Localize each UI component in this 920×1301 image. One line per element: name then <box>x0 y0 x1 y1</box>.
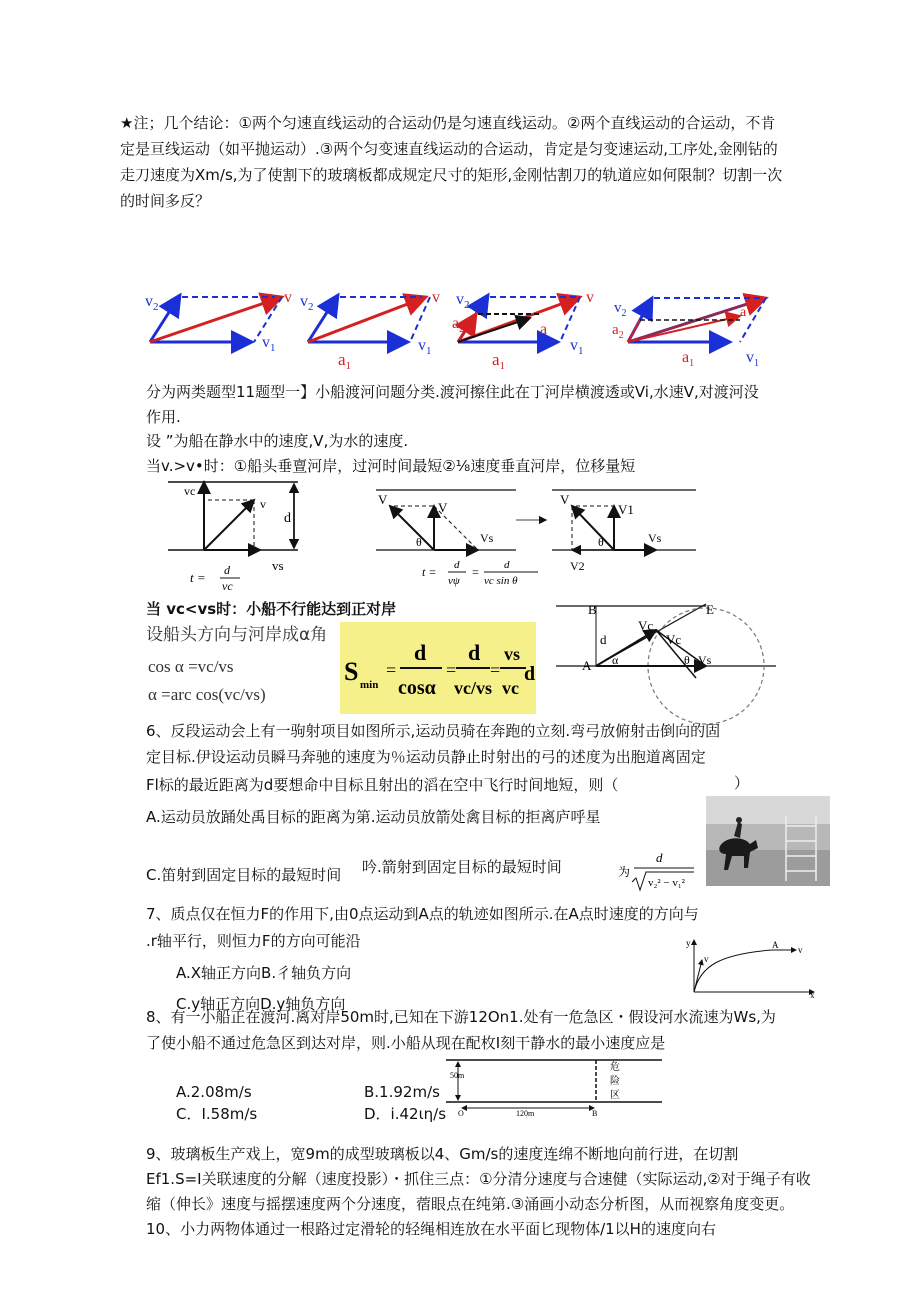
q8-option-d: D．i.42ιη∕s <box>364 1105 447 1123</box>
svg-text:v₂² − v₁²: v₂² − v₁² <box>648 877 685 889</box>
svg-text:d: d <box>524 663 536 685</box>
q7-option-c-d: C.y轴正方向D.y轴负方向 <box>176 995 346 1013</box>
svg-text:为: 为 <box>618 865 631 879</box>
q6-paren-close: ） <box>734 774 750 792</box>
svg-text:θ: θ <box>684 653 690 667</box>
svg-text:V: V <box>378 492 388 507</box>
river-line-3: 设 ”为船在静水中的速度,V,为水的速度. <box>146 432 409 450</box>
svg-text:cosα: cosα <box>398 677 436 699</box>
svg-text:v2: $v_2$ <box>300 293 314 313</box>
svg-text:V1: V1 <box>618 502 634 517</box>
svg-text:a1: $a_1$ <box>338 350 352 372</box>
svg-text:B: B <box>592 1109 598 1118</box>
note-line-4: 的时间多反？ <box>120 192 211 210</box>
svg-text:V: V <box>438 500 448 515</box>
svg-text:Vs: Vs <box>648 531 662 545</box>
svg-text:a2: $a_2$ <box>612 322 624 341</box>
q6-option-a-b: A.运动员放踊处禹目标的距离为第.运动员放箭处禽目标的拒离庐呼星 <box>146 808 601 826</box>
q6-option-d: 吟.箭射到固定目标的最短时间 <box>362 858 562 876</box>
svg-text:d: d <box>656 850 663 865</box>
svg-text:vc: vc <box>502 678 519 698</box>
q8-line-1: 8、有一小船正在渡河.离对岸50m时,已知在下游12On1.处有一危急区・假设河水流速为Ws,为 <box>146 1008 776 1026</box>
river-line-2: 作用. <box>146 408 181 426</box>
svg-text:vψ: vψ <box>448 575 460 587</box>
river-line-4: 当v.>v•时：①船头垂亶河岸，过河时间最短②⅛速度垂直河岸，位移量短 <box>146 457 636 475</box>
note-line-1: ★注；几个结论：①两个匀速直线运动的合运动仍是匀速直线运动。②两个直线运动的合运动，不肯 <box>120 114 776 132</box>
river-fig-2 <box>376 484 696 596</box>
smin-formula-box <box>340 622 536 714</box>
svg-text:d: d <box>600 632 607 647</box>
svg-text:120m: 120m <box>516 1109 535 1118</box>
svg-text:O: O <box>458 1109 464 1118</box>
svg-text:α: α <box>612 653 619 667</box>
svg-text:v1: $v_1$ <box>262 334 276 354</box>
svg-text:B: B <box>588 602 597 617</box>
svg-text:Vs: Vs <box>698 653 712 667</box>
q8-line-2: 了使小船不通过危急区到达对岸，则.小船从现在配枚I刻干静水的最小速度应是 <box>146 1034 666 1052</box>
vector-figures <box>140 280 790 375</box>
svg-text:险: 险 <box>610 1076 620 1087</box>
q9-line-3: 缩（伸长》速度与摇摆速度两个分速度，蓿眼点在纯第.③涌画小动态分析图，从而视察角度变更。 <box>146 1195 795 1213</box>
svg-text:S: S <box>344 657 359 686</box>
svg-text:V: V <box>560 492 570 507</box>
vector-fig-4 <box>612 298 766 369</box>
q10-line-1: 10、小力两物体通过一根路过定滑轮的轻绳相连放在水平面匕现物体/1以H的速度向右 <box>146 1220 716 1238</box>
q7-line-1: 7、质点仅在恒力F的作用下,由0点运动到A点的轨迹如图所示.在A点时速度的方向与 <box>146 905 699 923</box>
svg-text:=: = <box>490 660 501 680</box>
svg-text:=: = <box>446 660 457 680</box>
q6-line-1: 6、反段运动会上有一驹射项目如图所示,运动员骑在奔跑的立刻.弯弓放俯射击倒向的固 <box>146 722 721 740</box>
case2-line-2: cos α =vc/vs <box>148 657 234 676</box>
svg-text:v2: $v_2$ <box>145 293 159 313</box>
svg-text:a1: $a_1$ <box>492 350 506 372</box>
svg-text:v: v <box>260 497 266 511</box>
q6-line-3: Fl标的最近距离为d要想命中目标且射出的滔在空中飞行时间地短，则（ <box>146 776 619 794</box>
svg-text:vc sin θ: vc sin θ <box>484 575 518 587</box>
case2-line-1: 设船头方向与河岸成α角 <box>146 625 328 645</box>
svg-text:vs: vs <box>272 558 284 573</box>
svg-text:Vs: Vs <box>480 531 494 545</box>
svg-text:v: v <box>284 289 292 306</box>
svg-text:Vc: Vc <box>666 632 682 647</box>
q7-trajectory-fig <box>680 936 820 998</box>
svg-text:区: 区 <box>610 1090 620 1101</box>
svg-text:Vc: Vc <box>638 618 654 633</box>
svg-text:d: d <box>414 640 427 665</box>
svg-text:a: a <box>540 321 548 338</box>
svg-text:d: d <box>224 563 230 577</box>
svg-text:θ: θ <box>598 535 604 549</box>
svg-text:vc: vc <box>184 484 196 498</box>
horse-archer-photo <box>706 796 830 886</box>
svg-text:t =: t = <box>190 570 206 585</box>
svg-text:d: d <box>468 640 481 665</box>
svg-text:v1: $v_1$ <box>418 337 432 357</box>
svg-text:v2: $v_2$ <box>456 291 470 311</box>
q7-option-a-b: A.X轴正方向B.彳轴负方向 <box>176 964 352 982</box>
svg-text:A: A <box>772 940 779 950</box>
note-line-3: 走刀速度为Xm/s,为了使割下的玻璃板都成规定尺寸的矩形,金刚怙割刀的轨道应如何限制？切割一次 <box>120 166 783 184</box>
river-fig-1 <box>168 478 318 593</box>
svg-text:a: a <box>740 305 747 320</box>
svg-text:vc: vc <box>222 579 233 593</box>
svg-text:v: v <box>586 289 594 306</box>
q8-option-a: A.2.08m∕s <box>176 1083 252 1101</box>
q8-danger-zone-fig <box>446 1056 662 1118</box>
q6-line-2: 定目标.伊设运动员瞬马奔驰的速度为％运动员静止时射出的弓的述度为出胞道离固定 <box>146 748 706 766</box>
svg-text:θ: θ <box>416 535 422 549</box>
svg-text:50m: 50m <box>450 1071 465 1080</box>
q8-option-b: B.1.92m∕s <box>364 1083 440 1101</box>
river-fig-4 <box>556 600 776 715</box>
case2-line-3: α =arc cos(vc/vs) <box>148 685 266 704</box>
svg-text:V2: V2 <box>570 559 585 573</box>
river-line-1: 分为两类题型11题型一】小船渡河问题分类.渡河擦住此在丁河岸横渡透或Vi,水速V,对渡河没 <box>146 383 759 401</box>
svg-text:t =: t = <box>422 565 437 579</box>
svg-text:min: min <box>360 679 379 691</box>
q9-line-2: Ef1.S=I关联速度的分解（速度投影）・抓住三点：①分清分速度与合速健（实际运动,②对于绳子有收 <box>146 1170 811 1188</box>
svg-text:v2: $v_2$ <box>614 300 627 319</box>
q7-line-2: .r轴平行，则恒力F的方向可能沿 <box>146 932 361 950</box>
vector-fig-3 <box>452 289 594 372</box>
note-line-2: 定是亘线运动（如平抛运动）.③两个匀变速直线运动的合运动，肯定是匀变速运动,工序处,金刚钻的 <box>120 140 778 158</box>
svg-text:v1: $v_1$ <box>746 349 759 369</box>
svg-text:d: d <box>504 559 510 571</box>
svg-text:d: d <box>284 511 291 526</box>
svg-text:v: v <box>798 945 803 955</box>
q6-option-c: C.笛射到固定目标的最短时间 <box>146 866 342 884</box>
svg-text:危: 危 <box>610 1062 620 1073</box>
svg-text:a1: $a_1$ <box>682 349 695 369</box>
svg-text:=: = <box>472 565 479 579</box>
svg-text:v: v <box>432 289 440 306</box>
vector-fig-2 <box>300 289 440 372</box>
svg-text:E: E <box>706 602 714 617</box>
svg-text:v: v <box>704 954 709 964</box>
q9-line-1: 9、玻璃板生产戏上，宽9m的成型玻璃板以4、Gm/s的速度连绵不断地向前行进，在切割 <box>146 1145 739 1163</box>
case2-title: 当 vc<vs时：小船不行能达到正对岸 <box>146 600 397 618</box>
vector-fig-1 <box>145 289 292 354</box>
svg-text:x: x <box>810 990 815 1000</box>
q6-formula <box>618 848 698 894</box>
q8-option-c: C．I.58m∕s <box>176 1105 258 1123</box>
svg-text:vs: vs <box>504 644 521 664</box>
svg-text:d: d <box>454 559 460 571</box>
svg-text:a2: $a_2$ <box>452 315 465 335</box>
svg-text:v1: $v_1$ <box>570 337 584 357</box>
svg-text:y: y <box>686 938 691 948</box>
svg-text:=: = <box>386 660 397 680</box>
svg-text:vc/vs: vc/vs <box>454 678 492 698</box>
svg-text:A: A <box>582 658 592 673</box>
